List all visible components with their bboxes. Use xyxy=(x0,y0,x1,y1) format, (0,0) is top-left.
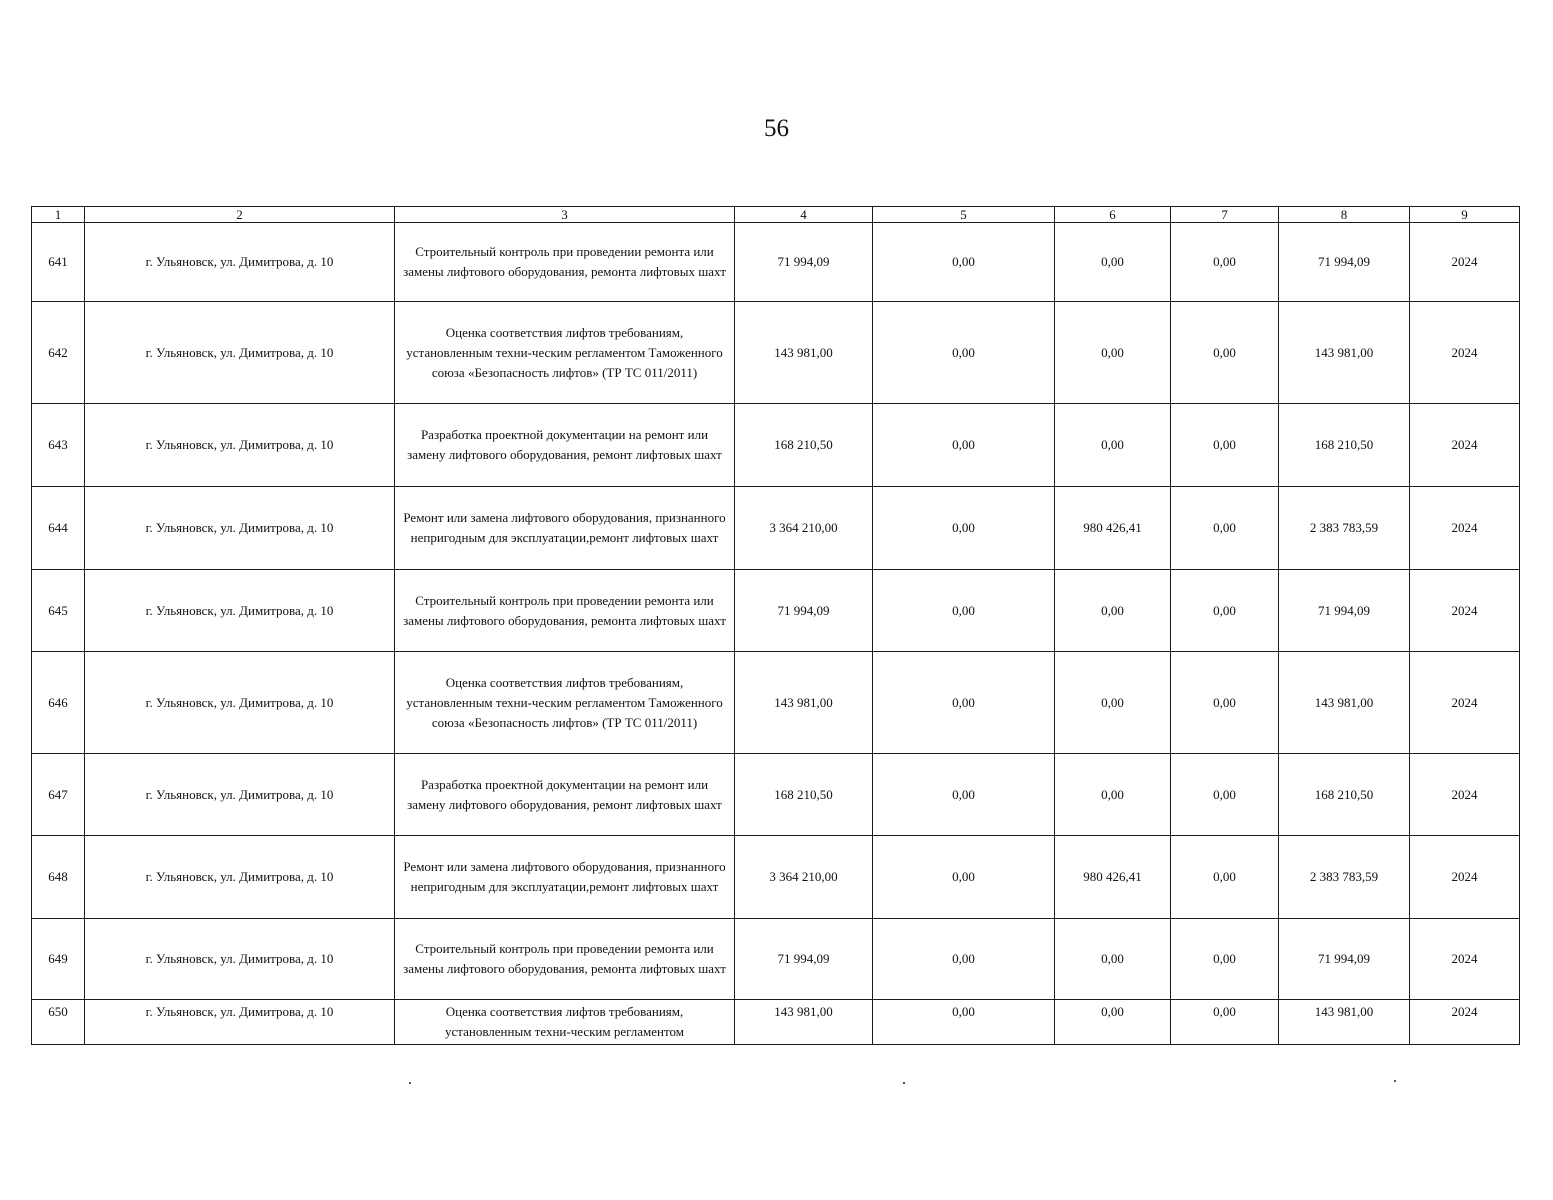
col7-value: 0,00 xyxy=(1171,836,1279,919)
row-number: 649 xyxy=(32,919,85,1000)
address-cell: г. Ульяновск, ул. Димитрова, д. 10 xyxy=(85,652,395,754)
row-number: 647 xyxy=(32,754,85,836)
address-cell: г. Ульяновск, ул. Димитрова, д. 10 xyxy=(85,754,395,836)
col7-value: 0,00 xyxy=(1171,223,1279,302)
address-cell: г. Ульяновск, ул. Димитрова, д. 10 xyxy=(85,302,395,404)
total-cost: 71 994,09 xyxy=(735,919,873,1000)
col8-value: 2 383 783,59 xyxy=(1279,836,1410,919)
col6-value: 0,00 xyxy=(1055,404,1171,487)
total-cost: 168 210,50 xyxy=(735,404,873,487)
col8-value: 2 383 783,59 xyxy=(1279,487,1410,570)
col5-value: 0,00 xyxy=(873,836,1055,919)
year-cell: 2024 xyxy=(1410,652,1520,754)
table-row xyxy=(32,223,1520,302)
work-description: Разработка проектной документации на ремонт или замену лифтового оборудования, ремонт лифтовых шахт xyxy=(395,404,735,487)
col6-value: 0,00 xyxy=(1055,754,1171,836)
col5-value: 0,00 xyxy=(873,302,1055,404)
column-header: 7 xyxy=(1171,207,1279,223)
work-description: Ремонт или замена лифтового оборудования, признанного непригодным для эксплуатации,ремонт лифтовых шахт xyxy=(395,836,735,919)
year-cell: 2024 xyxy=(1410,570,1520,652)
col8-value: 71 994,09 xyxy=(1279,223,1410,302)
column-header: 4 xyxy=(735,207,873,223)
row-number: 645 xyxy=(32,570,85,652)
row-number: 644 xyxy=(32,487,85,570)
table-row xyxy=(32,570,1520,652)
work-description: Строительный контроль при проведении ремонта или замены лифтового оборудования, ремонта лифтовых шахт xyxy=(395,570,735,652)
col7-value: 0,00 xyxy=(1171,302,1279,404)
work-description: Разработка проектной документации на ремонт или замену лифтового оборудования, ремонт лифтовых шахт xyxy=(395,754,735,836)
address-cell: г. Ульяновск, ул. Димитрова, д. 10 xyxy=(85,919,395,1000)
column-number-row xyxy=(32,207,1520,223)
col5-value: 0,00 xyxy=(873,652,1055,754)
row-number: 643 xyxy=(32,404,85,487)
column-header: 8 xyxy=(1279,207,1410,223)
col6-value: 980 426,41 xyxy=(1055,487,1171,570)
address-cell: г. Ульяновск, ул. Димитрова, д. 10 xyxy=(85,223,395,302)
col5-value: 0,00 xyxy=(873,404,1055,487)
table-row xyxy=(32,919,1520,1000)
column-header: 2 xyxy=(85,207,395,223)
table-row xyxy=(32,404,1520,487)
page-number: 56 xyxy=(764,115,789,142)
year-cell: 2024 xyxy=(1410,754,1520,836)
col8-value: 143 981,00 xyxy=(1279,652,1410,754)
col6-value: 980 426,41 xyxy=(1055,836,1171,919)
column-header: 5 xyxy=(873,207,1055,223)
work-description: Строительный контроль при проведении ремонта или замены лифтового оборудования, ремонта лифтовых шахт xyxy=(395,919,735,1000)
col8-value: 71 994,09 xyxy=(1279,919,1410,1000)
address-cell: г. Ульяновск, ул. Димитрова, д. 10 xyxy=(85,1000,395,1045)
col8-value: 168 210,50 xyxy=(1279,754,1410,836)
table-row xyxy=(32,652,1520,754)
col6-value: 0,00 xyxy=(1055,652,1171,754)
table-row xyxy=(32,302,1520,404)
row-number: 646 xyxy=(32,652,85,754)
col6-value: 0,00 xyxy=(1055,1000,1171,1045)
row-number: 650 xyxy=(32,1000,85,1045)
year-cell: 2024 xyxy=(1410,404,1520,487)
total-cost: 168 210,50 xyxy=(735,754,873,836)
col7-value: 0,00 xyxy=(1171,487,1279,570)
table-row xyxy=(32,754,1520,836)
col7-value: 0,00 xyxy=(1171,919,1279,1000)
work-description: Оценка соответствия лифтов требованиям, установленным техни-ческим регламентом xyxy=(395,1000,735,1045)
total-cost: 3 364 210,00 xyxy=(735,836,873,919)
col5-value: 0,00 xyxy=(873,223,1055,302)
col6-value: 0,00 xyxy=(1055,919,1171,1000)
address-cell: г. Ульяновск, ул. Димитрова, д. 10 xyxy=(85,487,395,570)
col8-value: 143 981,00 xyxy=(1279,1000,1410,1045)
table-row xyxy=(32,836,1520,919)
address-cell: г. Ульяновск, ул. Димитрова, д. 10 xyxy=(85,404,395,487)
col5-value: 0,00 xyxy=(873,1000,1055,1045)
work-description: Оценка соответствия лифтов требованиям, установленным техни-ческим регламентом Таможенного союза «Безопасность лифтов» (ТР ТС 011/2011) xyxy=(395,652,735,754)
col8-value: 71 994,09 xyxy=(1279,570,1410,652)
col7-value: 0,00 xyxy=(1171,404,1279,487)
col7-value: 0,00 xyxy=(1171,570,1279,652)
total-cost: 71 994,09 xyxy=(735,570,873,652)
column-header: 3 xyxy=(395,207,735,223)
table-row xyxy=(32,487,1520,570)
total-cost: 143 981,00 xyxy=(735,302,873,404)
year-cell: 2024 xyxy=(1410,302,1520,404)
year-cell: 2024 xyxy=(1410,919,1520,1000)
year-cell: 2024 xyxy=(1410,223,1520,302)
col5-value: 0,00 xyxy=(873,754,1055,836)
address-cell: г. Ульяновск, ул. Димитрова, д. 10 xyxy=(85,570,395,652)
col6-value: 0,00 xyxy=(1055,570,1171,652)
row-number: 642 xyxy=(32,302,85,404)
total-cost: 143 981,00 xyxy=(735,1000,873,1045)
col8-value: 168 210,50 xyxy=(1279,404,1410,487)
work-description: Оценка соответствия лифтов требованиям, установленным техни-ческим регламентом Таможенного союза «Безопасность лифтов» (ТР ТС 011/2011) xyxy=(395,302,735,404)
column-header: 9 xyxy=(1410,207,1520,223)
work-description: Ремонт или замена лифтового оборудования, признанного непригодным для эксплуатации,ремонт лифтовых шахт xyxy=(395,487,735,570)
col8-value: 143 981,00 xyxy=(1279,302,1410,404)
address-cell: г. Ульяновск, ул. Димитрова, д. 10 xyxy=(85,836,395,919)
col5-value: 0,00 xyxy=(873,919,1055,1000)
row-number: 641 xyxy=(32,223,85,302)
year-cell: 2024 xyxy=(1410,487,1520,570)
total-cost: 71 994,09 xyxy=(735,223,873,302)
work-description: Строительный контроль при проведении ремонта или замены лифтового оборудования, ремонта лифтовых шахт xyxy=(395,223,735,302)
column-header: 1 xyxy=(32,207,85,223)
table-row xyxy=(32,1000,1520,1045)
col7-value: 0,00 xyxy=(1171,754,1279,836)
col5-value: 0,00 xyxy=(873,487,1055,570)
col5-value: 0,00 xyxy=(873,570,1055,652)
total-cost: 143 981,00 xyxy=(735,652,873,754)
works-table xyxy=(31,206,1520,1045)
row-number: 648 xyxy=(32,836,85,919)
col6-value: 0,00 xyxy=(1055,223,1171,302)
year-cell: 2024 xyxy=(1410,836,1520,919)
year-cell: 2024 xyxy=(1410,1000,1520,1045)
col6-value: 0,00 xyxy=(1055,302,1171,404)
col7-value: 0,00 xyxy=(1171,652,1279,754)
total-cost: 3 364 210,00 xyxy=(735,487,873,570)
column-header: 6 xyxy=(1055,207,1171,223)
col7-value: 0,00 xyxy=(1171,1000,1279,1045)
